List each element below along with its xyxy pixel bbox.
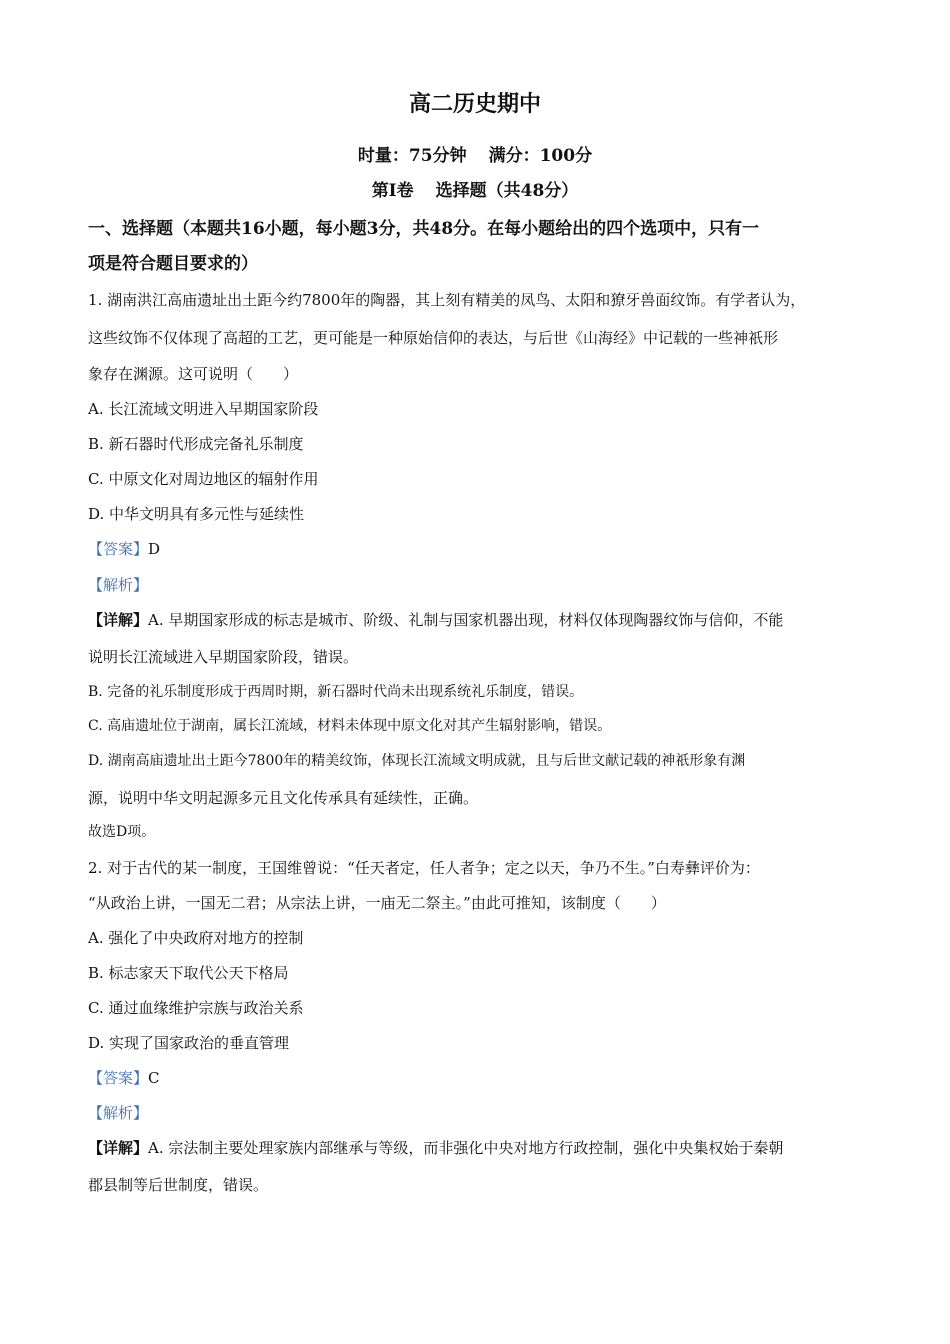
question-2-option-d: D. 实现了国家政治的垂直管理	[88, 1034, 290, 1052]
analysis-label: 【解析】	[88, 576, 149, 594]
question-2-option-c: C. 通过血缘维护宗族与政治关系	[88, 999, 304, 1017]
question-2-detail-line: 郡县制等后世制度，错误。	[88, 1176, 269, 1194]
part-name: 选择题（共48分）	[435, 181, 579, 201]
question-1-detail-line: C. 高庙遗址位于湖南，属长江流域，材料未体现中原文化对其产生辐射影响，错误。	[88, 718, 612, 734]
detail-text: A. 宗法制主要处理家族内部继承与等级，而非强化中央对地方行政控制，强化中央集权始于秦朝	[148, 1139, 784, 1157]
question-1-detail-line: D. 湖南高庙遗址出土距今7800年的精美纹饰，体现长江流域文明成就，且与后世文献记载的神祇形象有渊	[88, 753, 746, 769]
question-1-answer	[88, 537, 868, 561]
question-2-stem-line: 2. 对于古代的某一制度，王国维曾说：“任天者定，任人者争；定之以天，争乃不生。”白寿彝评价为：	[88, 859, 760, 877]
question-1-detail-line	[88, 608, 868, 632]
question-2-detail-line	[88, 1136, 868, 1160]
answer-label: 【答案】	[88, 1069, 149, 1087]
question-2-answer	[88, 1066, 868, 1090]
page-title: 高二历史期中	[408, 91, 541, 117]
part-number: 第Ⅰ卷	[371, 181, 414, 201]
question-1-detail-line: 说明长江流域进入早期国家阶段，错误。	[88, 648, 359, 666]
analysis-label: 【解析】	[88, 1104, 149, 1122]
question-1-option-c: C. 中原文化对周边地区的辐射作用	[88, 470, 319, 488]
answer-value: C	[148, 1069, 160, 1087]
question-1-stem-line: 象存在渊源。这可说明（ ）	[88, 365, 299, 383]
score-label: 满分：100分	[488, 146, 593, 166]
detail-label: 【详解】	[88, 1139, 149, 1157]
question-2-option-b: B. 标志家天下取代公天下格局	[88, 964, 289, 982]
question-1-option-b: B. 新石器时代形成完备礼乐制度	[88, 435, 304, 453]
answer-value: D	[148, 540, 161, 558]
question-1-option-a: A. 长江流域文明进入早期国家阶段	[88, 400, 319, 418]
part-title	[0, 177, 950, 205]
detail-label: 【详解】	[88, 611, 149, 629]
detail-text: A. 早期国家形成的标志是城市、阶级、礼制与国家机器出现，材料仅体现陶器纹饰与信仰，不能	[148, 611, 784, 629]
section-heading	[88, 212, 868, 282]
question-1-stem-line: 1. 湖南洪江高庙遗址出土距今约7800年的陶器，其上刻有精美的凤鸟、太阳和獠牙兽面纹饰。有学者认为，	[88, 291, 806, 309]
section-heading-line: 一、选择题（本题共16小题，每小题3分，共48分。在每小题给出的四个选项中，只有一	[88, 219, 760, 239]
question-2-option-a: A. 强化了中央政府对地方的控制	[88, 929, 304, 947]
question-1-conclusion: 故选D项。	[88, 824, 156, 840]
question-2-analysis-label	[88, 1101, 868, 1125]
answer-label: 【答案】	[88, 540, 149, 558]
question-1-detail-line: 源，说明中华文明起源多元且文化传承具有延续性，正确。	[88, 789, 479, 807]
question-1-analysis-label	[88, 573, 868, 597]
time-label: 时量：75分钟	[357, 146, 467, 166]
question-2-stem-line: “从政治上讲，一国无二君；从宗法上讲，一庙无二祭主。”由此可推知，该制度（ ）	[88, 894, 666, 912]
section-heading-line: 项是符合题目要求的）	[88, 254, 258, 274]
exam-info	[0, 142, 950, 170]
question-1-option-d: D. 中华文明具有多元性与延续性	[88, 505, 305, 523]
question-1-stem-line: 这些纹饰不仅体现了高超的工艺，更可能是一种原始信仰的表达，与后世《山海经》中记载的一些神祇形	[88, 329, 779, 347]
question-1-detail-line: B. 完备的礼乐制度形成于西周时期，新石器时代尚未出现系统礼乐制度，错误。	[88, 684, 584, 700]
